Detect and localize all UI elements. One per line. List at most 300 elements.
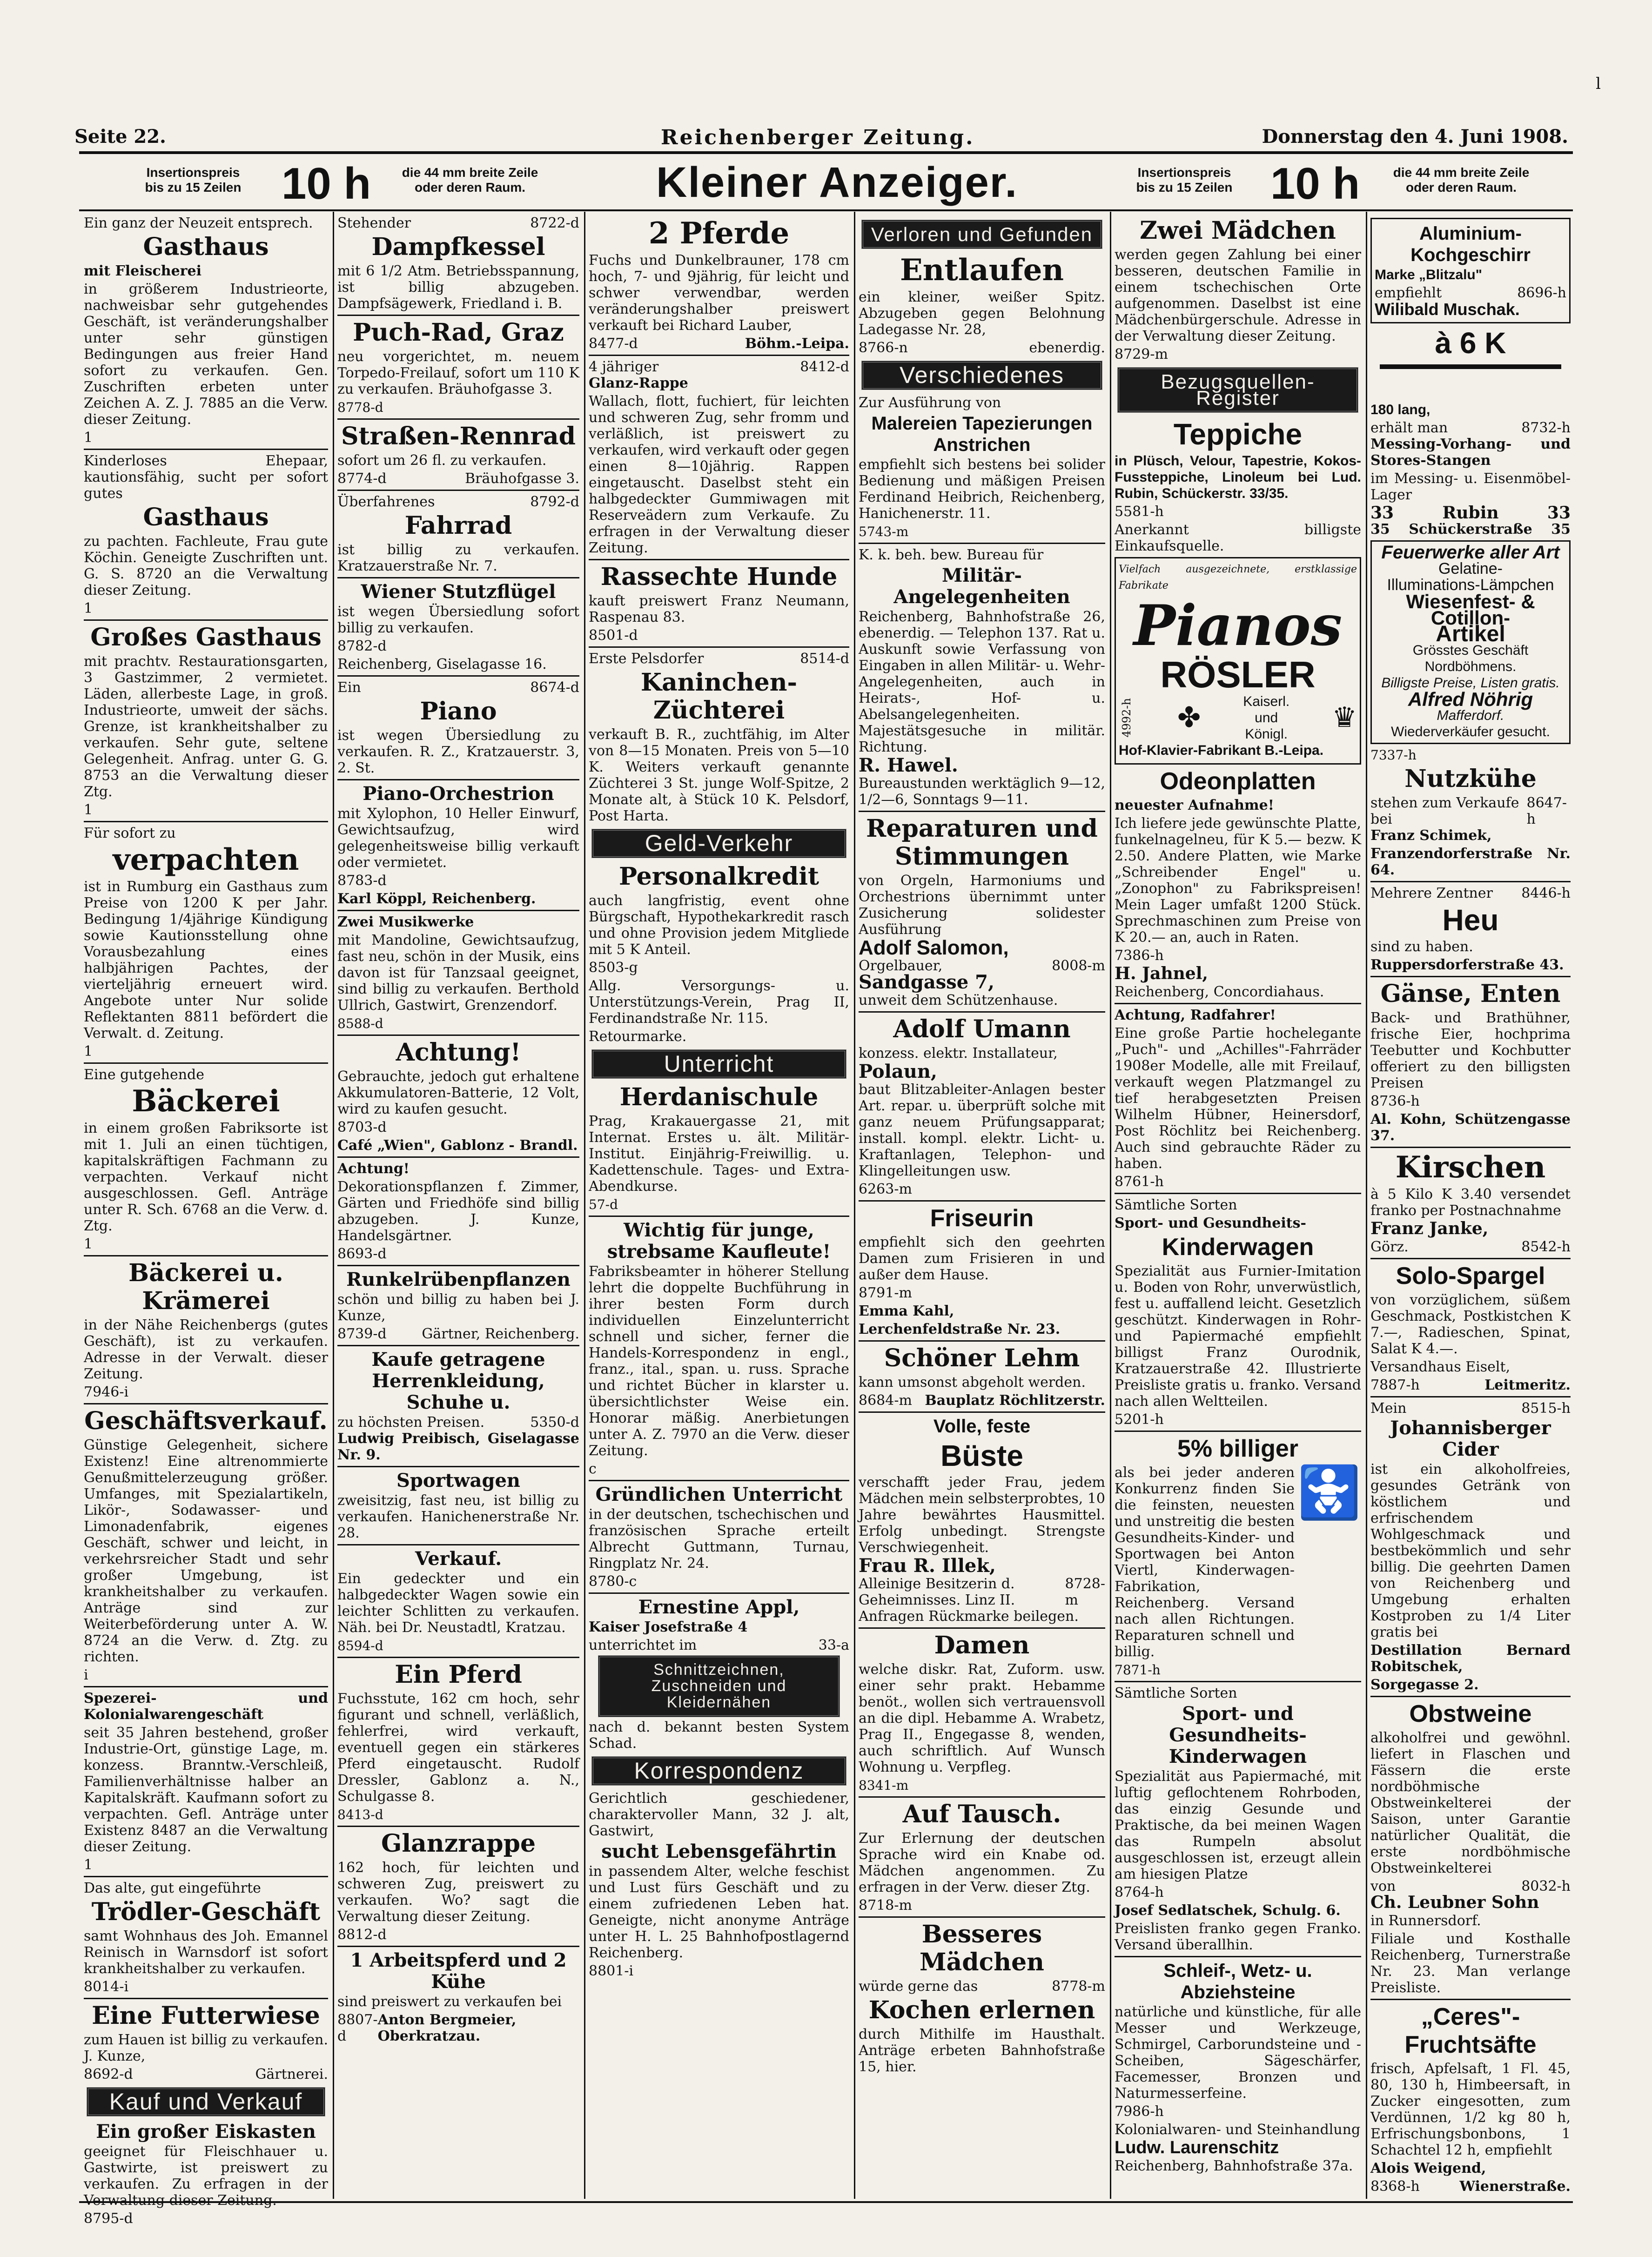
- ad-lead: Zwei Musikwerke: [337, 914, 474, 930]
- ad-text: Allg. Versorgungs- u. Unterstützungs-Verein, Prag II, Ferdinandstraße Nr. 115.: [589, 978, 849, 1027]
- ad-signature: Alfred Nöhrig: [1408, 688, 1533, 710]
- ad-code: 8792-d: [530, 494, 579, 510]
- ad-code: 8807-d: [337, 2012, 378, 2044]
- section-title: Kleiner Anzeiger.: [656, 159, 1018, 206]
- ad-headline: 1 Arbeitspferd und 2 Kühe: [350, 1949, 567, 1993]
- ad-separator: [859, 543, 1105, 544]
- ad-text: Anerkannt billigste Einkaufsquelle.: [1115, 522, 1361, 554]
- ad-subheadline: neuester Aufnahme!: [1115, 797, 1274, 813]
- ad-text: ist wegen Übersiedlung zu verkaufen. R. Z., Kratzauerstr. 3, 2. St.: [337, 727, 579, 776]
- ad-text: Fuchsstute, 162 cm hoch, sehr figurant und schnell, verläßlich, fehlerfrei, wird verkauft, eventuell gegen ein stärkeres Pferd eingetauscht. Rudolf Dressler, Gablonz a. N., Schulgasse 8.: [337, 1691, 579, 1805]
- ad-separator: [589, 559, 849, 560]
- ad-code: 8501-d: [589, 627, 638, 644]
- ad-code: 8812-d: [337, 1927, 387, 1943]
- ad-code: 4992-h: [1120, 698, 1133, 738]
- ad-text: unterrichtet im: [589, 1637, 697, 1653]
- ad-headline: Sport- und Gesundheits-Kinderwagen: [1168, 1703, 1307, 1767]
- ad-subheadline: Sport- und Gesundheits-: [1115, 1215, 1306, 1231]
- ad-separator: [1370, 881, 1571, 882]
- ad-headline: Trödler-Geschäft: [91, 1898, 321, 1926]
- ad-footer: [859, 340, 1105, 356]
- column-5: [1115, 215, 1361, 2197]
- ad-headline: Feuerwerke aller Art: [1381, 542, 1560, 563]
- ad-text: zum Hauen ist billig zu verkaufen. J. Kunze,: [84, 2032, 328, 2064]
- ad-separator: [337, 779, 579, 780]
- ad-footer: [337, 1326, 579, 1342]
- ad-text: ist in Rumburg ein Gasthaus zum Preise von 1200 K per Jahr. Bedingung 1/4jährige Kündigung sowie Kautionsstellung ohne Vorausbezahlung eines halbjährigen Pachtes, der vierteljährig erneuert wird. Angebote unter Nur solide Reflektanten 8811 befördert die Verwalt. d. Zeitung.: [84, 879, 328, 1041]
- ad-code: 8718-m: [859, 1897, 912, 1914]
- section-box-bezugsquellen: [1117, 367, 1358, 413]
- ad-text: empfiehlt sich den geehrten Damen zum Frisieren in und außer dem Hause.: [859, 1234, 1105, 1283]
- ad-text: ist billig zu verkaufen. Kratzauerstraße Nr. 7.: [337, 542, 579, 574]
- ad-address: Reichenberg, Giselagasse 16.: [337, 656, 547, 672]
- ad-separator: [859, 1411, 1105, 1413]
- ad-headline: Solo-Spargel: [1396, 1263, 1545, 1290]
- ad-separator: [859, 1796, 1105, 1798]
- ad-text: Ein gedeckter und ein halbgedeckter Wagen sowie ein leichter Schlitten zu verkaufen. Näh. bei Dr. Neustadtl, Kratzau.: [337, 1571, 579, 1636]
- ad-headline: Zwei Mädchen: [1140, 216, 1336, 245]
- ad-address: unweit dem Schützenhause.: [859, 992, 1058, 1008]
- section-box-verschiedenes: Verschiedenes: [861, 361, 1102, 390]
- ad-separator: [1115, 1681, 1361, 1682]
- ad-headline: Reparaturen und Stimmungen: [866, 814, 1098, 871]
- ad-code: 8791-m: [859, 1285, 912, 1301]
- ad-signature: Franz Schimek,: [1370, 827, 1492, 844]
- ad-body: [1115, 1263, 1361, 1411]
- ad-text: 180 lang,: [1370, 402, 1430, 417]
- ad-header: [589, 651, 849, 667]
- ad-text: nach d. bekannt besten System Schad.: [589, 1719, 849, 1752]
- ad-signature: Frau R. Illek,: [859, 1555, 996, 1577]
- ad-headline: Piano-Orchestrion: [363, 783, 554, 805]
- ad-address: Franzendorferstraße Nr. 64.: [1370, 846, 1571, 878]
- ad-separator: [589, 355, 849, 356]
- ad-separator: [84, 1686, 328, 1687]
- ad-text: sofort um 26 fl. zu verkaufen.: [337, 452, 547, 469]
- issue-date: Donnerstag den 4. Juni 1908.: [1262, 126, 1568, 148]
- eagle-crest-icon: ✤: [1177, 701, 1201, 734]
- ad-header: [1370, 1400, 1571, 1417]
- ad-signature: H. Jahnel,: [1115, 964, 1208, 983]
- ad-text: Fabriksbeamter in höherer Stellung lehrt die doppelte Buchführung in ihrer besten Form durch individuellen Einzelunterricht schnell und sicher, ferner die Handels-Korrespondenz in engl., franz., ital., span. u. russ. Sprache und richtet Bücher in klarster u. übersichtlichster Weise ein. Honorar mäßig. Anerbietungen unter A. Z. 7970 an die Verw. dieser Zeitung.: [589, 1263, 849, 1459]
- ad-text: zu pachten. Fachleute, Frau gute Köchin. Geneigte Zuschriften unt. G. S. 8720 an die Verwaltung dieser Zeitung.: [84, 533, 328, 598]
- width-label-2: oder deren Raum.: [1405, 180, 1517, 195]
- ad-code: 8692-d: [84, 2066, 133, 2082]
- ad-text: Anfragen Rückmarke beilegen.: [859, 1608, 1079, 1625]
- ad-place: in Runnersdorf.: [1370, 1913, 1481, 1929]
- ad-lead: K. k. beh. bew. Bureau für: [859, 547, 1044, 563]
- ad-signature: Ludwig Preibisch, Giselagasse Nr. 9.: [337, 1431, 579, 1463]
- ad-footer-text: Hof-Klavier-Fabrikant B.-Leipa.: [1119, 743, 1324, 758]
- ad-aluminium: [1370, 218, 1571, 323]
- ad-lead: 4 jähriger: [589, 359, 659, 375]
- ad-code: 5581-h: [1115, 504, 1164, 520]
- column-3: [589, 215, 849, 2197]
- ad-code: 8684-m: [859, 1392, 912, 1409]
- ad-text: Kolonialwaren- und Steinhandlung: [1115, 2122, 1361, 2138]
- ad-footer: [1370, 795, 1571, 827]
- ad-house-number: 33: [1547, 503, 1571, 523]
- ad-separator: [1370, 1147, 1571, 1148]
- ad-text: 162 hoch, für leichten und schweren Zug, preiswert zu verkaufen. Wo? sagt die Verwaltung dieser Zeitung.: [337, 1860, 579, 1925]
- ad-text: Gebrauchte, jedoch gut erhaltene Akkumulatoren-Batterie, 12 Volt, wird zu kaufen gesucht.: [337, 1068, 579, 1117]
- ad-headline: sucht Lebensgefährtin: [601, 1841, 837, 1862]
- ad-separator: [337, 577, 579, 578]
- ad-text: Orgelbauer,: [859, 958, 943, 974]
- ad-signature: Al. Kohn, Schützengasse 37.: [1370, 1111, 1571, 1144]
- ad-footer: [84, 2066, 328, 2082]
- ad-code: 8693-d: [337, 1246, 387, 1262]
- ad-separator: [337, 315, 579, 316]
- ad-fireworks: [1370, 540, 1571, 744]
- ad-subtitle: Kaiserl.: [1243, 694, 1290, 709]
- ad-text: konzess. elektr. Installateur,: [859, 1045, 1058, 1061]
- ad-code: 8774-d: [337, 470, 387, 487]
- ad-separator: [589, 1480, 849, 1481]
- ad-code: i: [84, 1667, 88, 1683]
- ad-separator: [337, 1657, 579, 1658]
- ad-text: Billigste Preise, Listen gratis.: [1381, 675, 1560, 691]
- ad-text: Versandhaus Eiselt,: [1370, 1359, 1511, 1375]
- ad-headline: Auf Tausch.: [902, 1800, 1061, 1828]
- ad-text: sind zu haben.: [1370, 939, 1473, 955]
- ad-text: ist ein alkoholfreies, gesundes Getränk von köstlichem und erfrischendem Wohlgeschmack und bestbekömmlich und sehr billig. Die geehrten Damen von Reichenberg und Umgebung erhalten Kostproben zu 1/4 Liter gratis bei: [1370, 1461, 1571, 1640]
- ad-headline: Achtung!: [396, 1038, 521, 1067]
- ad-text: Wallach, flott, fuchiert, für leichten und schweren Zug, sehr fromm und verläßlich, ist preiswert zu verkaufen, wird verkauft oder gegen einen 8—10jährig. Rappen eingetauscht. Daselbst steht ein halbgedeckter Gummiwagen mit Reserveädern zum Verkaufe. Zu erfragen in der Verwaltung dieser Zeitung.: [589, 393, 849, 556]
- ad-code: 8514-d: [800, 651, 849, 667]
- ad-subheadline: Gelatine-: [1438, 560, 1503, 578]
- section-box-geld-verkehr: Geld-Verkehr: [591, 829, 846, 858]
- ad-lead: Sämtliche Sorten: [1115, 1685, 1237, 1701]
- ad-subheadline: Illuminations-Lämpchen: [1387, 576, 1554, 594]
- ad-headline: Runkelrübenpflanzen: [346, 1269, 571, 1290]
- ad-text: stehen zum Verkaufe bei: [1370, 795, 1519, 827]
- ad-code: 8782-d: [337, 638, 387, 654]
- section-box-line-2: Register: [1196, 387, 1280, 410]
- ad-headline: Piano: [420, 697, 497, 725]
- ad-separator: [84, 449, 328, 450]
- ad-signature: Rubin: [1442, 503, 1499, 523]
- ad-separator: [337, 1466, 579, 1467]
- ad-address: Lerchenfeldstraße Nr. 23.: [859, 1321, 1061, 1337]
- ad-signature: Adolf Salomon,: [859, 936, 1009, 959]
- ad-place: Leitmeritz.: [1484, 1377, 1571, 1393]
- ad-footer: [337, 2012, 579, 2044]
- ad-headline: Geschäftsverkauf.: [84, 1407, 328, 1435]
- ad-headline: Sportwagen: [396, 1470, 520, 1491]
- ad-headline: Malereien Tapezierungen Anstrichen: [871, 413, 1093, 455]
- ad-headline: Heu: [1442, 903, 1499, 937]
- ad-text: schön und billig zu haben bei J. Kunze,: [337, 1291, 579, 1324]
- ad-headline: „Ceres"-Fruchtsäfte: [1404, 2003, 1537, 2058]
- ad-signature: Gärtnerei.: [255, 2066, 328, 2082]
- ad-lead: Für sofort zu: [84, 825, 176, 841]
- ad-separator: [1370, 976, 1571, 977]
- ad-code: 8795-d: [84, 2210, 133, 2227]
- ad-address: Bauplatz Röchlitzerstr.: [925, 1392, 1105, 1409]
- ad-subtitle: und: [1255, 710, 1278, 725]
- pram-icon: 🚼: [1297, 1463, 1361, 1522]
- ad-headline: Herdanischule: [619, 1083, 819, 1111]
- ad-separator: [337, 418, 579, 420]
- ad-headline: Kinderwagen: [1162, 1234, 1314, 1261]
- ad-text: sind preiswert zu verkaufen bei: [337, 1994, 562, 2010]
- ad-headline: Ernestine Appl,: [638, 1596, 800, 1618]
- ad-code: 8778-m: [1052, 1978, 1105, 1995]
- ad-headline: RÖSLER: [1160, 654, 1316, 695]
- ad-code: 1: [84, 1857, 93, 1873]
- ad-text: Dekorationspflanzen f. Zimmer, Gärten und Friedhöfe sind billig abzugeben. J. Kunze, Handelsgärtner.: [337, 1179, 579, 1244]
- ad-headline: Odeonplatten: [1160, 768, 1316, 795]
- ad-separator: [84, 1062, 328, 1064]
- insertion-lines: bis zu 15 Zeilen: [145, 180, 242, 195]
- ad-code: 1: [84, 430, 93, 446]
- ad-headline: Bäckerei u. Krämerei: [128, 1259, 283, 1315]
- ad-separator: [859, 811, 1105, 812]
- ad-text: als bei jeder anderen Konkurrenz finden Sie die feinsten, neuesten und unstreitig die besten Gesundheits-Kinder- und Sportwagen bei Anton Viertl, Kinderwagen-Fabrikation, Reichenberg. Versand nach allen Richtungen. Reparaturen schnell und billig.: [1115, 1464, 1295, 1660]
- ad-address: Sorgegasse 2.: [1370, 1677, 1479, 1693]
- ad-footer: [859, 1576, 1105, 1608]
- ad-subheadline: mit Fleischerei: [84, 263, 201, 279]
- ad-code: 8761-h: [1115, 1174, 1164, 1190]
- ad-text: Ich liefere jede gewünschte Platte, funkelnagelneu, für K 5.— bezw. K 2.50. Andere Platten, wie Marke „Schreibender Engel" u. „Zonophon" zu Fabrikspreisen! Mein Lager umfaßt 1200 Stück. Sprechmaschinen zum Preise von K 20.— an, auch in Raten.: [1115, 815, 1361, 946]
- ad-subheadline: Artikel: [1436, 622, 1505, 646]
- ad-separator: [84, 1255, 328, 1256]
- ad-separator: [1115, 1193, 1361, 1194]
- ad-separator: [1370, 1258, 1571, 1259]
- ad-code: 6263-m: [859, 1181, 912, 1197]
- ad-signature: Karl Köppl, Reichenberg.: [337, 891, 536, 907]
- ad-text: mit 6 1/2 Atm. Betriebsspannung, ist billig abzugeben. Dampfsägewerk, Friedland i. B.: [337, 263, 579, 312]
- ad-headline: Entlaufen: [900, 253, 1064, 288]
- ad-text: welche diskr. Rat, Zuform. usw. einer sehr prakt. Hebamme benöt., wollen sich vertrauensvoll an die dipl. Hebamme A. Wrabetz, Prag II., Engegasse 8, wenden, auch schriftlich. Auf Wunsch Wohnung u. Verpfleg.: [859, 1661, 1105, 1775]
- ad-lead: Spezerei- und Kolonialwarengeschäft: [84, 1690, 328, 1723]
- ad-code: 7946-i: [84, 1384, 129, 1400]
- ad-headline: Gasthaus: [143, 233, 269, 261]
- ad-text: neu vorgerichtet, m. neuem Torpedo-Freilauf, sofort um 110 K zu verkaufen. Bräuhofgasse 3.: [337, 349, 579, 397]
- ad-address: Wienerstraße.: [1459, 2178, 1571, 2195]
- ad-text: Filiale und Kosthalle Reichenberg, Turnerstraße Nr. 23. Man verlange Preisliste.: [1370, 1931, 1571, 1996]
- ad-headline: 5% billiger: [1177, 1435, 1299, 1462]
- ad-text: empfiehlt: [1375, 285, 1442, 301]
- ad-separator: [337, 1034, 579, 1036]
- ad-place: Polaun,: [859, 1061, 937, 1082]
- ad-code: 8341-m: [859, 1778, 909, 1793]
- ad-footer: [859, 1392, 1105, 1409]
- ad-lead: Stehender: [337, 215, 411, 231]
- banner-rule: [79, 209, 1573, 211]
- ad-code: 33-a: [818, 1637, 849, 1653]
- ad-code: 8739-d: [337, 1326, 387, 1342]
- ad-headline: Gründlichen Unterricht: [595, 1484, 843, 1505]
- ad-header: [337, 494, 579, 510]
- ad-separator: [84, 1403, 328, 1404]
- ad-separator: [337, 910, 579, 911]
- ad-headline: Ein großer Eiskasten: [96, 2121, 316, 2143]
- width-label-2: oder deren Raum.: [414, 180, 526, 195]
- ad-text: werden gegen Zahlung bei einer besseren, deutschen Familie in einem tschechischen Orte aufgenommen. Daselbst ist eine Mädchenbürgerschule. Adresse in der Verwaltung dieser Zeitung.: [1115, 247, 1361, 344]
- ad-code: 1: [84, 600, 93, 617]
- ad-footer: [1370, 2178, 1571, 2195]
- ad-headline: Besseres Mädchen: [920, 1920, 1044, 1976]
- ad-text: Fuchs und Dunkelbrauner, 178 cm hoch, 7- und 9jährig, für leicht und schwer verwendbar, werden veränderungshalber preiswert verkauft bei Richard Lauber,: [589, 252, 849, 334]
- ad-separator: [84, 619, 328, 621]
- ad-headline: Gasthaus: [143, 503, 269, 531]
- ad-text: verschafft jeder Frau, jedem Mädchen mein selbsterprobtes, 10 Jahre bewährtes Hausmittel. Erfolg unbedingt. Strengste Verschwiegenheit.: [859, 1474, 1105, 1556]
- ad-code: 8764-h: [1115, 1884, 1164, 1901]
- ad-text: Alleinige Besitzerin d. Geheimnisses. Linz II.: [859, 1576, 1015, 1608]
- ad-code: 7887-h: [1370, 1377, 1420, 1393]
- ad-separator: [337, 675, 579, 677]
- width-note-left: [372, 165, 568, 212]
- ad-code: 5350-d: [530, 1414, 579, 1431]
- ad-address: Bräuhofgasse 3.: [465, 470, 579, 487]
- ad-code: 8412-d: [800, 359, 849, 375]
- ad-footer: [337, 470, 579, 487]
- bottom-rule: [79, 2201, 1573, 2203]
- ad-lead: Das alte, gut eingeführte: [84, 1880, 261, 1896]
- ad-text: zu höchsten Preisen.: [337, 1414, 485, 1431]
- ad-text: erhält man: [1370, 420, 1448, 436]
- ad-separator: [859, 1200, 1105, 1202]
- ad-text: kauft preiswert Franz Neumann, Raspenau 83.: [589, 593, 849, 625]
- ad-text: geeignet für Fleischhauer u. Gastwirte, ist preiswert zu verkaufen. Zu erfragen in der Verwaltung dieser Zeitung.: [84, 2143, 328, 2209]
- ad-headline: Nutzkühe: [1404, 765, 1537, 793]
- ad-lead: Mein: [1370, 1400, 1407, 1417]
- corner-mark: l: [1596, 74, 1601, 93]
- ad-separator: [84, 1998, 328, 1999]
- ad-code: 8594-d: [337, 1638, 383, 1653]
- insertion-label: Insertionspreis: [146, 165, 240, 180]
- pianos-logo: Pianos: [1133, 593, 1343, 658]
- ad-code: 5201-h: [1115, 1411, 1164, 1428]
- ad-text: Eine große Partie hochelegante „Puch"- und „Achilles"-Fahrräder 1908er Modelle, alle mit Freilauf, verkauft wegen Platzmangel zu tief herabgesetzten Preisen Wilhelm Hübner, Heinersdorf, Post Röchlitz bei Reichenberg. Auch sind gebrauchte Räder zu haben.: [1115, 1025, 1361, 1172]
- ad-separator: [1370, 1999, 1571, 2000]
- ad-text: Grösstes Geschäft Nordböhmens.: [1412, 643, 1529, 674]
- ad-headline: Damen: [934, 1631, 1030, 1659]
- ad-code: 8647-h: [1526, 795, 1567, 827]
- ad-text: in passendem Alter, welche feschist und Lust fürs Geschäft und zu einem zufriedenen Leben hat. Geneigte, nicht anonyme Anträge unter H. L. 25 Bahnhofpostlagernd Reichenberg.: [589, 1863, 849, 1961]
- ad-code: 8477-d: [589, 336, 638, 352]
- ad-code: 8368-h: [1370, 2178, 1420, 2195]
- ad-address-row: [1370, 505, 1571, 521]
- ad-tagline: Vielfach ausgezeichnete, erstklassige Fabrikate: [1119, 564, 1357, 591]
- ad-subheadline: Marke „Blitzalu": [1375, 267, 1482, 282]
- ad-text: mit Mandoline, Gewichtsaufzug, fast neu, schön in der Musik, eins davon ist für Tanzsaal geeignet, sind billig zu verkaufen. Berthold Ullrich, Gastwirt, Grenzendorf.: [337, 932, 579, 1014]
- ad-text: im Messing- u. Eisenmöbel-Lager: [1370, 470, 1571, 503]
- ad-header: [1370, 885, 1571, 901]
- ad-code: 1: [84, 802, 93, 818]
- ad-footer: [1370, 1377, 1571, 1393]
- ad-text: kann umsonst abgeholt werden.: [859, 1374, 1086, 1390]
- ad-text: Zur Erlernung der deutschen Sprache wird ein Knabe od. Mädchen angenommen. Zu erfragen in der Verw. dieser Ztg.: [859, 1830, 1105, 1895]
- ad-code: 8588-d: [337, 1016, 383, 1031]
- ad-header: [337, 679, 579, 696]
- ad-lead: Ein: [337, 679, 361, 696]
- ad-headline: Personalkredit: [618, 862, 819, 891]
- insertion-price-left: [116, 165, 270, 212]
- ad-text: mit prachtv. Restaurationsgarten, 3 Gastzimmer, 2 vermietet. Läden, allerbeste Lage, in groß. Industrieorte, umweit der sächs. Grenze, ist krankheitshalber zu verkaufen. Sehr gute, seltene Gelegenheit. Anfrag. unter G. G. 8753 an die Verwaltung dieser Ztg.: [84, 653, 328, 800]
- section-box-kauf-verkauf: Kauf und Verkauf: [87, 2087, 325, 2116]
- ad-crest-row: [1119, 693, 1357, 742]
- width-label: die 44 mm breite Zeile: [402, 165, 538, 180]
- ad-text: baut Blitzableiter-Anlagen bester Art. repar. u. überprüft solche mit ganz neuem Prüfungsapparat; install. kompl. elektr. Licht- u. Kraftanlagen, Telephon- und Klingelleitungen usw.: [859, 1081, 1105, 1179]
- ad-separator: [337, 1544, 579, 1545]
- ad-footer: [1370, 1878, 1571, 1894]
- ad-separator: [589, 1592, 849, 1594]
- curtain-rod-icon: [1380, 364, 1561, 397]
- ad-lead: Überfahrenes: [337, 494, 435, 510]
- ad-headline: Ein Pferd: [395, 1660, 522, 1689]
- ad-headline: 2 Pferde: [648, 216, 790, 251]
- ad-headline: Wichtig für junge, strebsame Kaufleute!: [607, 1219, 831, 1263]
- ad-separator: [859, 1916, 1105, 1918]
- ad-text: Reichenberg, Bahnhofstraße 26, ebenerdig. — Telephon 137. Rat u. Auskunft sowie Verfassung von Eingaben in allen Militär- u. Wehr-Angelegenheiten, auch in Heirats-, Hof- u. Abelsangelegenheiten. Majestätsgesuche in militär. Richtung.: [859, 609, 1105, 755]
- page-number: Seite 22.: [74, 126, 166, 148]
- ad-body: [1115, 1464, 1361, 1662]
- ad-code: 1: [84, 1043, 93, 1060]
- ad-address: Schückerstraße: [1409, 521, 1532, 537]
- ad-signature: Ludw. Laurenschitz: [1115, 2138, 1279, 2157]
- ad-text: in der deutschen, tschechischen und französischen Sprache erteilt Albrecht Guttmann, Turnau, Ringplatz Nr. 24.: [589, 1506, 849, 1572]
- insertion-price-right: [1108, 165, 1261, 212]
- price-right: 10 h: [1270, 159, 1360, 208]
- ad-text: Back- und Brathühner, frische Eier, hochprima Teebutter und Kochbutter offeriert zu den billigsten Preisen: [1370, 1010, 1571, 1091]
- ad-text: Prag, Krakauergasse 21, mit Internat. Erstes u. ält. Militär-Institut. Einjährig-Freiwillig. u. Kadettenschule. Tages- und Extra-Abendkurse.: [589, 1113, 849, 1195]
- width-note-right: [1363, 165, 1559, 212]
- ad-text: empfiehlt sich bestens bei solider Bedienung und mäßigen Preisen Ferdinand Heibrich, Reichenberg, Hanichenerstr. 11.: [859, 457, 1105, 522]
- ad-house-number: 35: [1551, 521, 1571, 537]
- ad-code: 8801-i: [589, 1963, 634, 1979]
- ad-text: in Plüsch, Velour, Tapestrie, Kokos-Fussteppiche, Linoleum bei Lud. Rubin, Schückerstr. 33/35.: [1115, 453, 1361, 501]
- ad-lead: Achtung!: [337, 1161, 410, 1177]
- section-box-line-1: Bezugsquellen-: [1161, 370, 1315, 393]
- ad-separator: [337, 1345, 579, 1346]
- ad-code: 8008-m: [1052, 958, 1105, 974]
- ad-signature: Destillation Bernard Robitschek,: [1370, 1642, 1571, 1675]
- ad-headline: Verkauf.: [415, 1548, 502, 1570]
- ad-code: 7871-h: [1115, 1662, 1161, 1678]
- ad-headline: Schleif-, Wetz- u. Abziehsteine: [1163, 1961, 1312, 2002]
- ad-footer: [589, 1637, 849, 1653]
- ad-text: Gerichtlich geschiedener, charaktervoller Mann, 32 J. alt, Gastwirt,: [589, 1790, 849, 1839]
- column-6: [1370, 215, 1571, 2197]
- ad-headline: Fahrrad: [404, 511, 512, 540]
- ad-signature: Café „Wien", Gablonz - Brandl.: [337, 1137, 578, 1154]
- ad-headline: Eine Futterwiese: [92, 2002, 320, 2030]
- ad-headline: Volle, feste: [933, 1416, 1031, 1437]
- ad-text: ist wegen Übersiedlung sofort billig zu verkaufen.: [337, 604, 579, 636]
- ad-address: Böhm.-Leipa.: [745, 336, 849, 352]
- ad-address: Reichenberg, Concordiahaus.: [1115, 984, 1324, 1000]
- ad-place: Görz.: [1370, 1239, 1409, 1255]
- ad-code: 8783-d: [337, 873, 387, 889]
- ad-footer: [859, 1978, 1105, 1995]
- ad-headline: Gänse, Enten: [1380, 980, 1561, 1008]
- ad-headline: Großes Gasthaus: [90, 623, 322, 652]
- ad-code: 8732-h: [1521, 420, 1571, 436]
- ad-signature: Wilibald Muschak.: [1375, 300, 1520, 319]
- newspaper-title: Reichenberger Zeitung.: [661, 126, 975, 149]
- price-left: 10 h: [282, 159, 371, 208]
- ad-headline: verpachten: [113, 842, 299, 877]
- ad-subheadline: Glanz-Rappe: [589, 375, 688, 391]
- ad-text: alkoholfrei und gewöhnl. liefert in Flaschen und Fässern die erste nordböhmische Obstweinkelterei der Saison, unter Garantie natürlicher Qualität, die erste nordböhmische Obstweinkelterei: [1370, 1730, 1571, 1876]
- ad-subheadline: Kaiser Josefstraße 4: [589, 1619, 748, 1635]
- ad-headline: Puch-Rad, Graz: [353, 318, 564, 347]
- ad-code: 8778-d: [337, 400, 383, 415]
- ad-separator: [337, 1946, 579, 1947]
